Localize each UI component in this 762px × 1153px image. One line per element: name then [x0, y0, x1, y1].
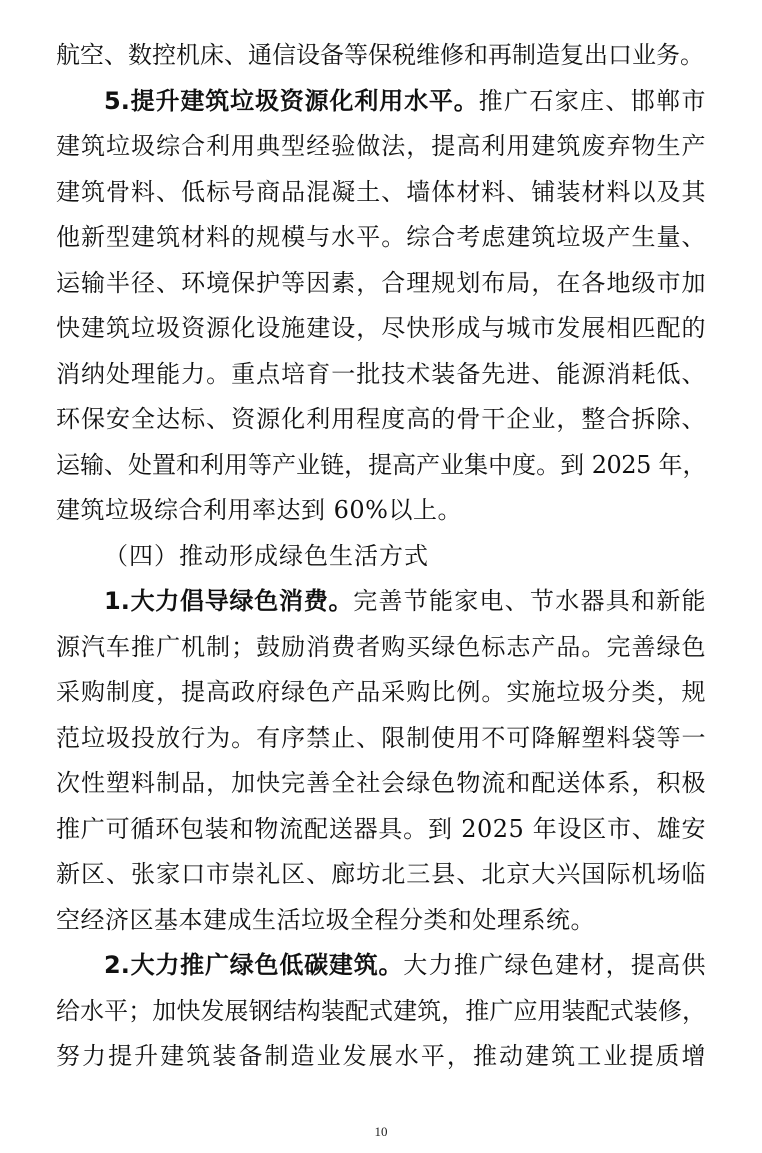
- paragraph-heading: 5.提升建筑垃圾资源化利用水平。: [104, 86, 479, 115]
- text-line: [56, 806, 706, 852]
- line-text: （四）推动形成绿色生活方式: [104, 541, 429, 570]
- line-text: 环保安全达标、资源化利用程度高的骨干企业，整合拆除、: [56, 405, 706, 433]
- line-text: 建筑垃圾综合利用率达到 60%以上。: [56, 496, 462, 524]
- text-line: [56, 260, 706, 306]
- text-line: [56, 396, 706, 442]
- line-text: 运输、处置和利用等产业链，提高产业集中度。到 2025 年，: [56, 450, 706, 479]
- text-line: [56, 442, 706, 488]
- text-line: [56, 988, 706, 1034]
- text-line: [56, 351, 706, 397]
- text-line: [104, 942, 706, 988]
- text-line: [56, 32, 706, 78]
- text-line: [56, 123, 706, 169]
- line-text: 推广可循环包装和物流配送器具。到 2025 年设区市、雄安: [56, 814, 706, 843]
- text-line: [56, 214, 706, 260]
- line-text: 给水平；加快发展钢结构装配式建筑，推广应用装配式装修，: [56, 996, 706, 1025]
- text-line: [104, 78, 706, 124]
- line-text: 推广石家庄、邯郸市: [478, 86, 706, 115]
- text-line: [56, 169, 706, 215]
- text-line: [56, 760, 706, 806]
- line-text: 他新型建筑材料的规模与水平。综合考虑建筑垃圾产生量、: [56, 223, 706, 251]
- line-text: 努力提升建筑装备制造业发展水平，推动建筑工业提质增: [56, 1042, 706, 1070]
- line-text: 建筑垃圾综合利用典型经验做法，提高利用建筑废弃物生产: [56, 132, 706, 160]
- text-line: [56, 669, 706, 715]
- line-text: 空经济区基本建成生活垃圾全程分类和处理系统。: [56, 905, 595, 934]
- line-text: 完善节能家电、节水器具和新能: [353, 587, 707, 615]
- text-line: [56, 305, 706, 351]
- text-line: [56, 624, 706, 670]
- line-text: 运输半径、环境保护等因素，合理规划布局，在各地级市加: [56, 268, 706, 297]
- line-text: 范垃圾投放行为。有序禁止、限制使用不可降解塑料袋等一: [56, 723, 706, 752]
- line-text: 次性塑料制品，加快完善全社会绿色物流和配送体系，积极: [56, 769, 706, 797]
- text-line: [56, 1033, 706, 1079]
- line-text: 快建筑垃圾资源化设施建设，尽快形成与城市发展相匹配的: [56, 314, 706, 342]
- page-number: 10: [374, 1124, 388, 1139]
- paragraph-heading: 2.大力推广绿色低碳建筑。: [104, 951, 404, 979]
- section-heading: [104, 533, 706, 579]
- line-text: 航空、数控机床、通信设备等保税维修和再制造复出口业务。: [56, 41, 704, 69]
- text-line: [56, 487, 706, 533]
- line-text: 建筑骨料、低标号商品混凝土、墙体材料、铺装材料以及其: [56, 177, 706, 206]
- line-text: 采购制度，提高政府绿色产品采购比例。实施垃圾分类，规: [56, 678, 706, 706]
- text-line: [104, 578, 706, 624]
- line-text: 新区、张家口市崇礼区、廊坊北三县、北京大兴国际机场临: [56, 860, 706, 888]
- line-text: 大力推广绿色建材，提高供: [403, 951, 706, 979]
- paragraph-heading: 1.大力倡导绿色消费。: [104, 587, 354, 615]
- text-line: [56, 897, 706, 943]
- line-text: 源汽车推广机制；鼓励消费者购买绿色标志产品。完善绿色: [56, 632, 706, 661]
- line-text: 消纳处理能力。重点培育一批技术装备先进、能源消耗低、: [56, 359, 706, 388]
- text-line: [56, 851, 706, 897]
- text-line: [56, 715, 706, 761]
